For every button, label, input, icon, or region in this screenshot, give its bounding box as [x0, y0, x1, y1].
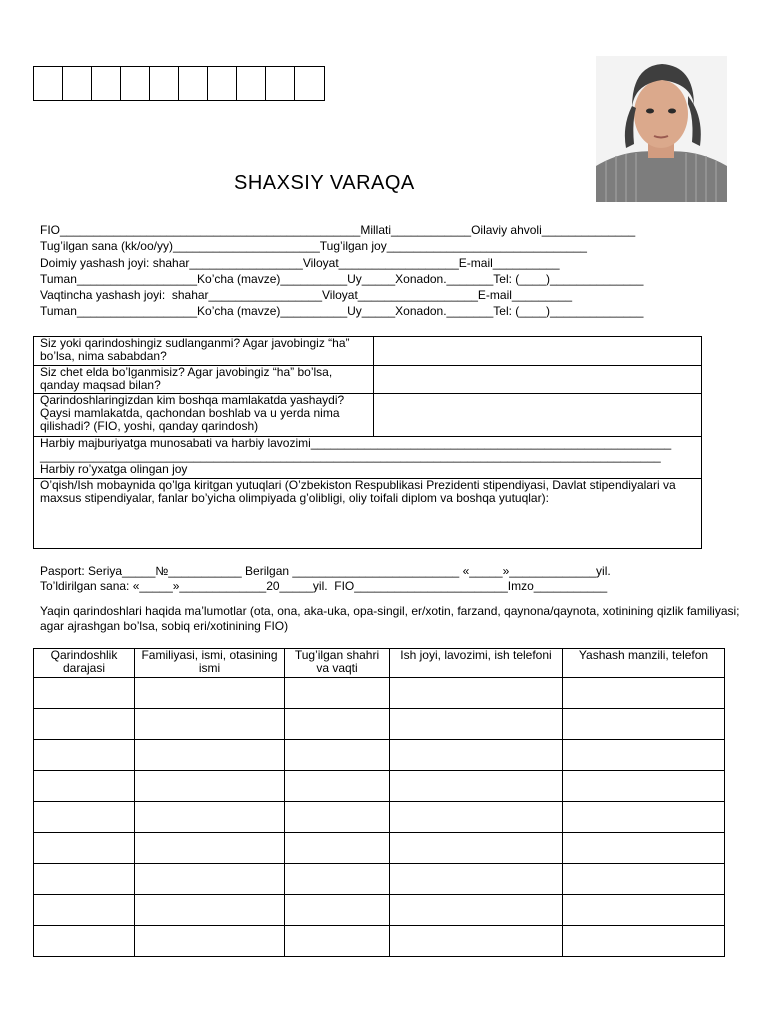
- table-cell[interactable]: [34, 802, 135, 833]
- id-number-boxes: [33, 66, 325, 101]
- header-name: Familiyasi, ismi, otasining ismi: [135, 649, 285, 678]
- table-cell[interactable]: [285, 895, 390, 926]
- table-row: [34, 709, 725, 740]
- id-digit-box[interactable]: [208, 67, 237, 100]
- header-relation: Qarindoshlik darajasi: [34, 649, 135, 678]
- table-cell[interactable]: [135, 864, 285, 895]
- page-title: SHAXSIY VARAQA: [234, 172, 415, 194]
- id-digit-box[interactable]: [266, 67, 295, 100]
- id-digit-box[interactable]: [237, 67, 266, 100]
- question-convicted: Siz yoki qarindoshingiz sudlanganmi? Agar javobingiz “ha” bo’lsa, nima sababdan?: [34, 337, 374, 366]
- table-cell[interactable]: [34, 709, 135, 740]
- answer-relatives-abroad[interactable]: [374, 394, 702, 437]
- table-cell[interactable]: [563, 709, 725, 740]
- table-row: [34, 926, 725, 957]
- header-birth: Tug’ilgan shahri va vaqti: [285, 649, 390, 678]
- id-digit-box[interactable]: [63, 67, 92, 100]
- table-cell[interactable]: [34, 895, 135, 926]
- table-cell[interactable]: [390, 926, 563, 957]
- table-cell[interactable]: [135, 802, 285, 833]
- table-row: [34, 678, 725, 709]
- military-duty-line: Harbiy majburiyatga munosabati va harbiy lavozimi______________________________________________________: [40, 436, 672, 450]
- id-digit-box[interactable]: [179, 67, 208, 100]
- temporary-address-line: Vaqtincha yashash joyi: shahar_________________Viloyat__________________E-mail_________: [40, 288, 572, 302]
- answer-convicted[interactable]: [374, 337, 702, 366]
- table-cell[interactable]: [135, 678, 285, 709]
- table-cell[interactable]: [34, 833, 135, 864]
- id-digit-box[interactable]: [92, 67, 121, 100]
- table-cell[interactable]: [285, 709, 390, 740]
- table-cell[interactable]: [285, 926, 390, 957]
- id-digit-box[interactable]: [121, 67, 150, 100]
- question-abroad: Siz chet elda bo’lganmisiz? Agar javobingiz “ha” bo’lsa, qanday maqsad bilan?: [34, 366, 374, 394]
- header-address: Yashash manzili, telefon: [563, 649, 725, 678]
- table-cell[interactable]: [390, 678, 563, 709]
- birth-line: Tug’ilgan sana (kk/oo/yy)______________________Tug’ilgan joy______________________________: [40, 239, 587, 253]
- table-cell[interactable]: [34, 864, 135, 895]
- table-cell[interactable]: [563, 895, 725, 926]
- permanent-address-line: Doimiy yashash joyi: shahar_________________Viloyat__________________E-mail__________: [40, 256, 560, 270]
- relatives-table: [33, 648, 725, 957]
- answer-abroad[interactable]: [374, 366, 702, 394]
- table-cell[interactable]: [285, 864, 390, 895]
- table-cell[interactable]: [563, 926, 725, 957]
- table-cell[interactable]: [563, 771, 725, 802]
- table-cell[interactable]: [34, 926, 135, 957]
- table-cell[interactable]: [563, 740, 725, 771]
- table-row: [34, 895, 725, 926]
- question-relatives-abroad: Qarindoshlaringizdan kim boshqa mamlakatda yashaydi? Qaysi mamlakatda, qachondan boshlab va u yerda nima qilishadi? (FIO, yoshi, qanday qarindosh): [34, 394, 374, 437]
- achievements-cell[interactable]: O’qish/Ish mobaynida qo’lga kiritgan yutuqlari (O’zbekiston Respublikasi Prezidenti stipendiyasi, Davlat stipendiyalari va maxsus stipendiyalar, fanlar bo’yicha olimpiyada g’olibligi, oliy toifali diplom va boshqa yutuqlar):: [34, 479, 702, 549]
- table-cell[interactable]: [285, 833, 390, 864]
- table-cell[interactable]: [135, 740, 285, 771]
- table-cell[interactable]: [563, 802, 725, 833]
- relatives-intro: Yaqin qarindoshlari haqida ma’lumotlar (ota, ona, aka-uka, opa-singil, er/xotin, farzand, qaynona/qaynota, xotinining qizlik familiyasi; agar ajrashgan bo’lsa, sobiq eri/xotinining FIO): [40, 604, 740, 633]
- table-row: [34, 833, 725, 864]
- table-cell[interactable]: [135, 709, 285, 740]
- table-cell[interactable]: [135, 926, 285, 957]
- table-row: [34, 771, 725, 802]
- table-cell[interactable]: [390, 709, 563, 740]
- id-digit-box[interactable]: [34, 67, 63, 100]
- table-cell[interactable]: [34, 678, 135, 709]
- questions-table: [33, 336, 702, 549]
- table-cell[interactable]: [135, 771, 285, 802]
- table-row: [34, 740, 725, 771]
- table-cell[interactable]: [390, 740, 563, 771]
- header-work: Ish joyi, lavozimi, ish telefoni: [390, 649, 563, 678]
- table-cell[interactable]: [34, 740, 135, 771]
- military-registration-line: Harbiy ro’yxatga olingan joy: [40, 462, 188, 476]
- military-blank-line: _____________________________________________________________________________________________: [40, 449, 661, 463]
- person-photo-icon: [596, 56, 727, 202]
- permanent-street-line: Tuman__________________Ko’cha (mavze)__________Uy_____Xonadon._______Tel: (____)______________: [40, 272, 644, 286]
- table-cell[interactable]: [135, 833, 285, 864]
- table-cell[interactable]: [390, 802, 563, 833]
- table-cell[interactable]: [34, 771, 135, 802]
- table-cell[interactable]: [135, 895, 285, 926]
- id-digit-box[interactable]: [295, 67, 324, 100]
- table-cell[interactable]: [390, 771, 563, 802]
- table-cell[interactable]: [563, 678, 725, 709]
- table-cell[interactable]: [285, 740, 390, 771]
- table-cell[interactable]: [563, 833, 725, 864]
- table-cell[interactable]: [390, 895, 563, 926]
- table-cell[interactable]: [390, 833, 563, 864]
- temporary-street-line: Tuman__________________Ko’cha (mavze)__________Uy_____Xonadon._______Tel: (____)______________: [40, 304, 644, 318]
- passport-line: Pasport: Seriya_____№___________ Berilgan _________________________ «_____»_____________yil.: [40, 564, 611, 578]
- table-cell[interactable]: [285, 802, 390, 833]
- filled-date-line: To’ldirilgan sana: «_____»_____________20_____yil. FIO_______________________Imzo___________: [40, 579, 608, 593]
- table-row: [34, 802, 725, 833]
- table-cell[interactable]: [285, 678, 390, 709]
- table-cell[interactable]: [285, 771, 390, 802]
- military-cell[interactable]: [34, 437, 702, 479]
- table-cell[interactable]: [563, 864, 725, 895]
- id-digit-box[interactable]: [150, 67, 179, 100]
- table-row: [34, 864, 725, 895]
- table-cell[interactable]: [390, 864, 563, 895]
- fio-line: FIO_____________________________________________Millati____________Oilaviy ahvoli______________: [40, 223, 636, 237]
